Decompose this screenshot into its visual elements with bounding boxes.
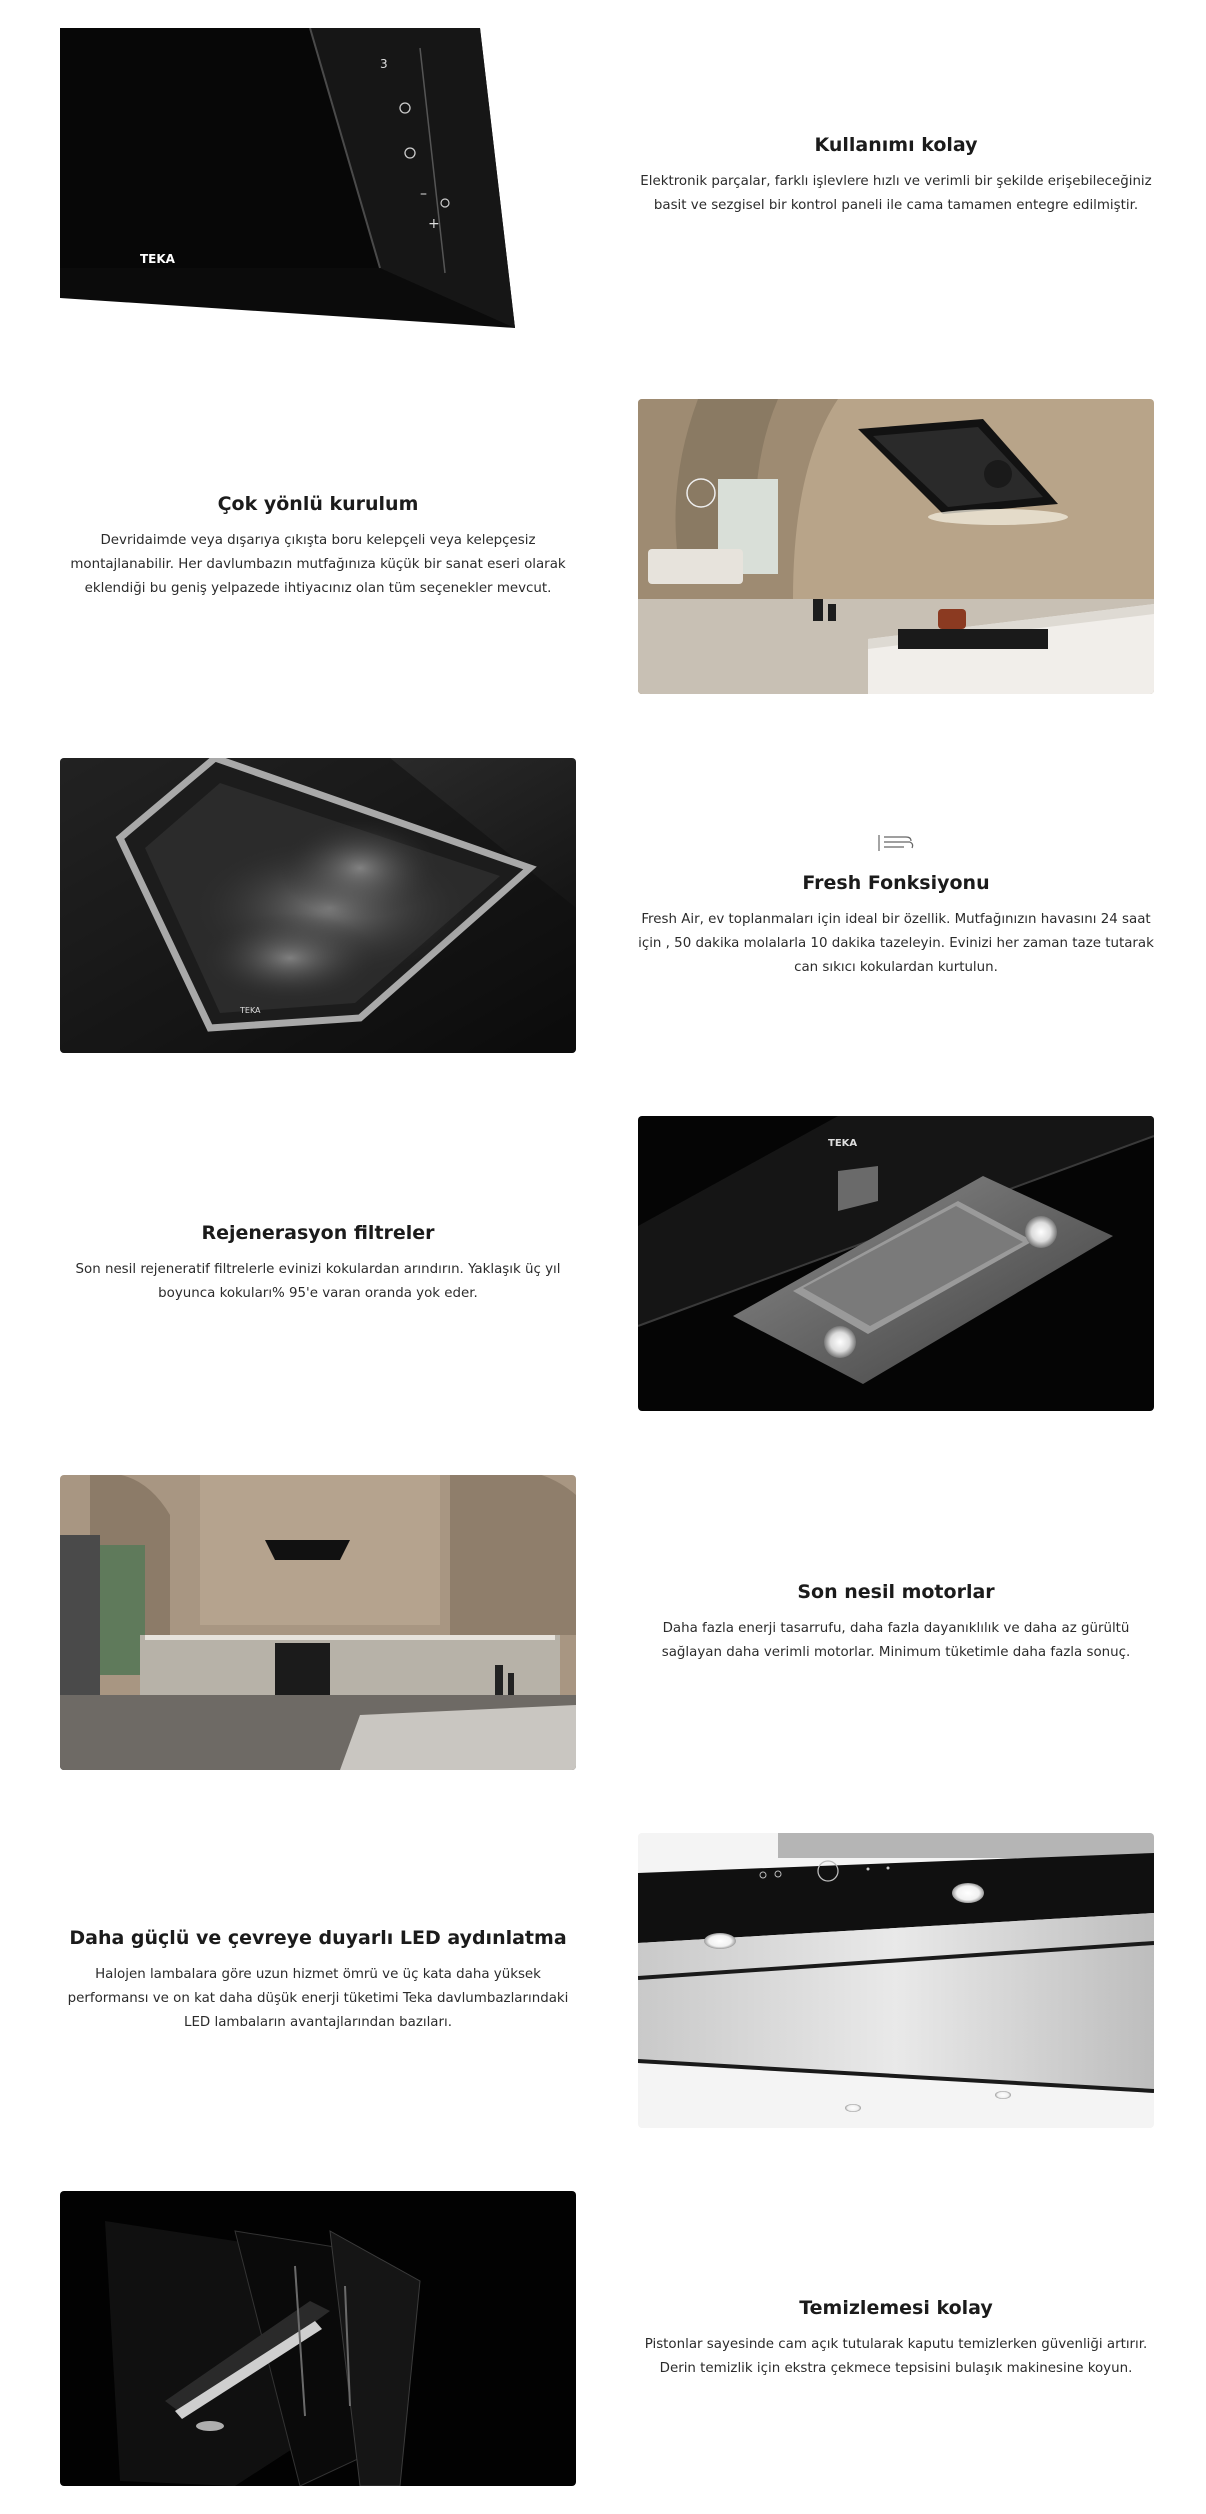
feature-text: [58, 399, 578, 694]
feature-description: Daha fazla enerji tasarrufu, daha fazla dayanıklılık ve daha az gürültü sağlayan daha verimli motorlar. Minimum tüketimle daha fazla sonuç.: [661, 1620, 1131, 1660]
feature-title: Kullanımı kolay: [814, 133, 978, 156]
feature-image-kitchen-room: [638, 399, 1154, 694]
feature-description: Halojen lambalara göre uzun hizmet ömrü ve üç kata daha yüksek performansı ve on kat daha düşük enerji tüketimi Teka davlumbazlarındaki LED lambaların avantajlarından bazıları.: [67, 1966, 569, 2030]
feature-text: [636, 2191, 1156, 2486]
feature-image-led-steel: [638, 1833, 1154, 2128]
feature-title: Rejenerasyon filtreler: [201, 1221, 435, 1244]
fresh-air-icon: [876, 832, 916, 858]
feature-text: [636, 28, 1156, 323]
feature-description: Elektronik parçalar, farklı işlevlere hızlı ve verimli bir şekilde erişebileceğiniz basit ve sezgisel bir kontrol paneli ile cama tamamen entegre edilmiştir.: [640, 173, 1152, 213]
feature-image-kitchen-arches: [60, 1475, 576, 1770]
feature-description: Fresh Air, ev toplanmaları için ideal bir özellik. Mutfağınızın havasını 24 saat için , 50 dakika molalarla 10 dakika tazeleyin. Evinizi her zaman taze tutarak can sıkıcı kokulardan kurtulun.: [638, 911, 1154, 975]
feature-title: Fresh Fonksiyonu: [802, 871, 990, 894]
feature-text: [636, 758, 1156, 1053]
feature-row-motors: [0, 1475, 1206, 1770]
feature-row-cleaning: [0, 2191, 1206, 2486]
feature-row-fresh: [0, 758, 1206, 1053]
feature-description: Devridaimde veya dışarıya çıkışta boru kelepçeli veya kelepçesiz montajlanabilir. Her davlumbazın mutfağınıza küçük bir sanat eseri olarak eklendiği bu geniş yelpazede ihtiyacınız olan tüm seçenekler mevcut.: [70, 532, 566, 596]
svg-text:+: +: [428, 216, 440, 232]
brand-logo: TEKA: [140, 252, 175, 266]
feature-row-easy-use: [0, 28, 1206, 323]
feature-image-steam-hood: [60, 758, 576, 1053]
feature-title: Daha güçlü ve çevreye duyarlı LED aydınlatma: [69, 1926, 567, 1949]
feature-text: [636, 1475, 1156, 1770]
feature-text: [58, 1116, 578, 1411]
feature-image-control-panel: [60, 28, 520, 328]
feature-description: Son nesil rejeneratif filtrelerle evinizi kokulardan arındırın. Yaklaşık üç yıl boyunca kokuları% 95'e varan oranda yok eder.: [75, 1261, 561, 1301]
feature-title: Son nesil motorlar: [797, 1580, 995, 1603]
svg-text:3: 3: [380, 57, 388, 71]
feature-image-filter-underside: [638, 1116, 1154, 1411]
feature-text: [58, 1833, 578, 2128]
feature-row-installation: [0, 399, 1206, 694]
feature-row-filters: [0, 1116, 1206, 1411]
brand-logo: TEKA: [828, 1138, 858, 1149]
feature-title: Çok yönlü kurulum: [217, 492, 419, 515]
svg-text:–: –: [420, 186, 427, 202]
svg-text:TEKA: TEKA: [240, 1006, 261, 1015]
feature-description: Pistonlar sayesinde cam açık tutularak kaputu temizlerken güvenliği artırır. Derin temizlik için ekstra çekmece tepsisini bulaşık makinesine koyun.: [644, 2336, 1148, 2376]
feature-row-led: [0, 1833, 1206, 2128]
feature-title: Temizlemesi kolay: [799, 2296, 993, 2319]
feature-image-open-glass: [60, 2191, 576, 2486]
